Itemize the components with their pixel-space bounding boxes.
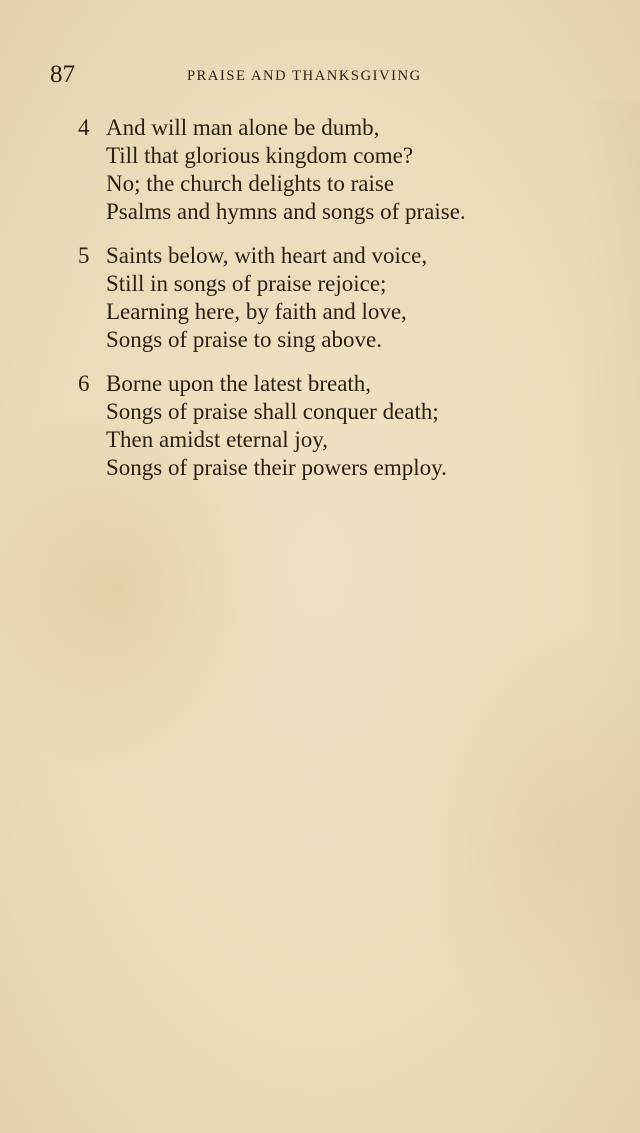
stanza-number: 5 [78,243,90,268]
stanza-4 [78,114,598,226]
stanza-number: 4 [78,115,90,140]
verse-line: Borne upon the latest breath, [106,371,372,396]
hymn-verses [78,114,598,498]
verse-line: Psalms and hymns and songs of praise. [106,199,466,224]
stanza-6 [78,370,598,482]
stanza-5 [78,242,598,354]
verse-line: Till that glorious kingdom come? [106,143,414,168]
verse-line: Learning here, by faith and love, [106,299,407,324]
stanza-number: 6 [78,371,90,396]
verse-line: Saints below, with heart and voice, [106,243,428,268]
verse-line: No; the church delights to raise [106,171,395,196]
verse-line: Then amidst eternal joy, [106,427,329,452]
verse-line: And will man alone be dumb, [106,115,380,140]
verse-line: Songs of praise their powers employ. [106,455,447,480]
page-header [50,60,480,90]
verse-line: Still in songs of praise rejoice; [106,271,387,296]
verse-line: Songs of praise to sing above. [106,327,382,352]
running-title: PRAISE AND THANKSGIVING [187,68,422,84]
verse-line: Songs of praise shall conquer death; [106,399,439,424]
page-number: 87 [50,61,75,88]
